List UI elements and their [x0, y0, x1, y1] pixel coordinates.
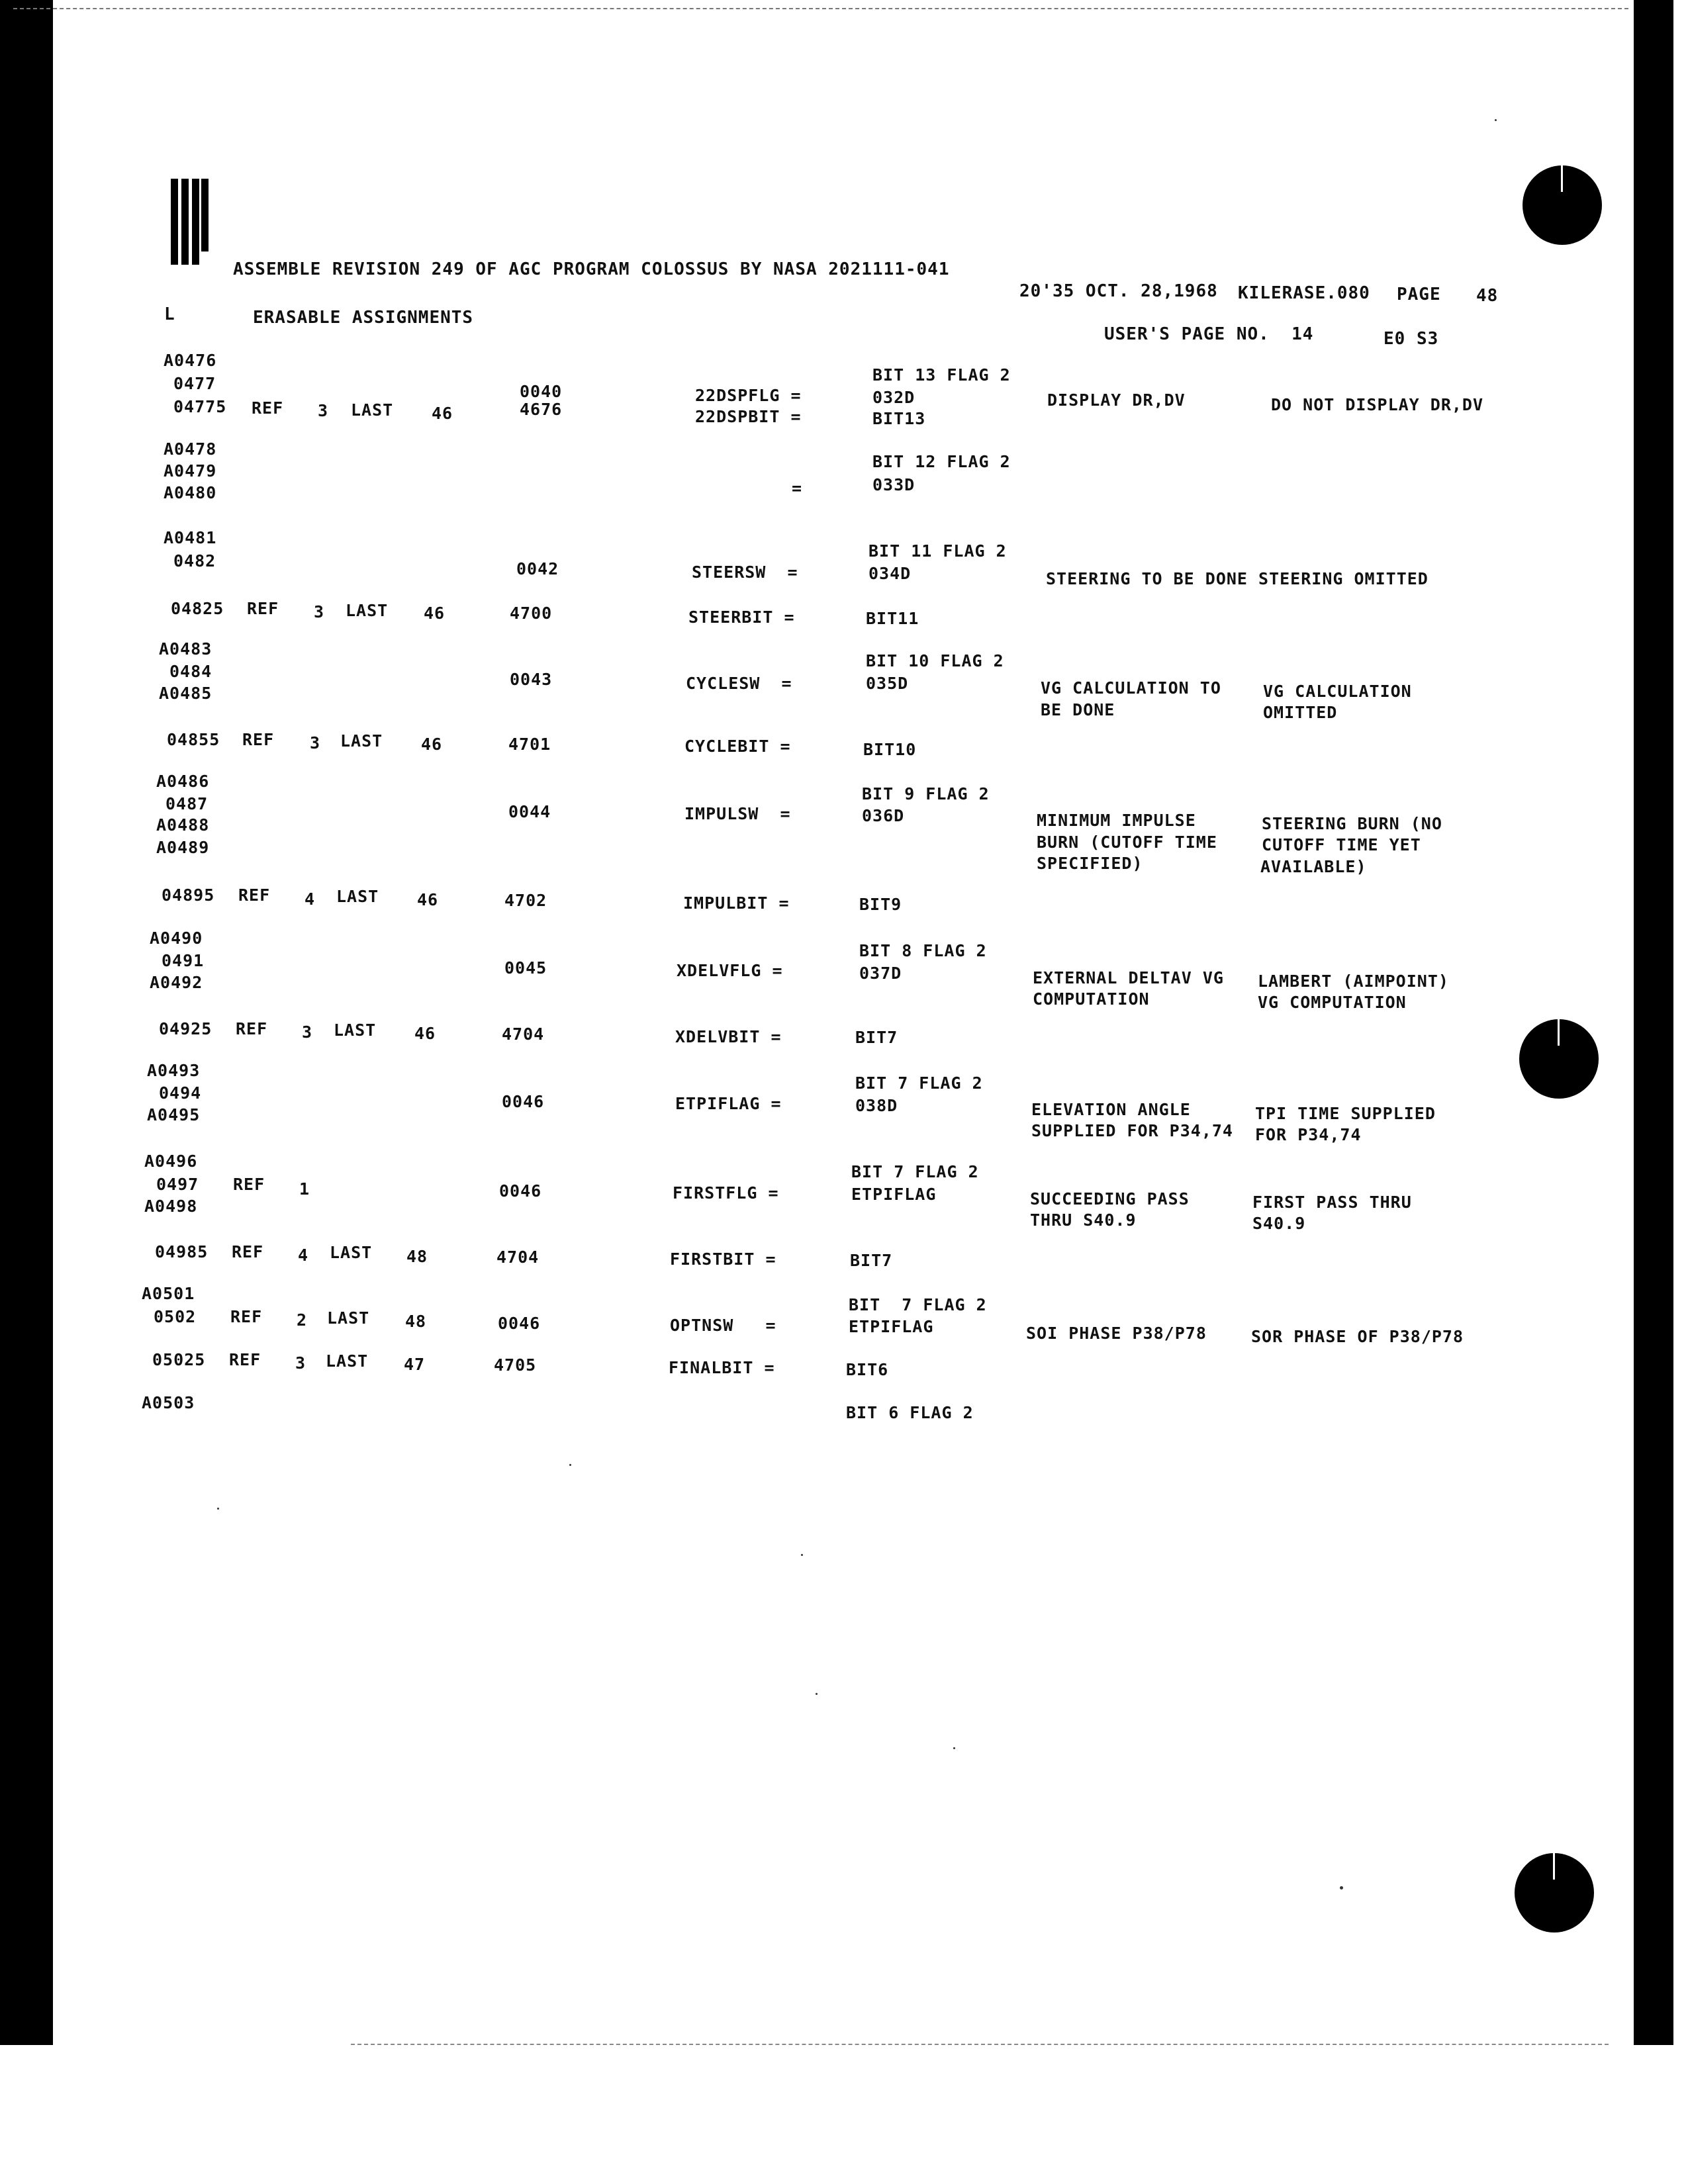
- symbol-definition: ETPIFLAG =: [675, 1094, 782, 1113]
- symbol-definition: OPTNSW =: [670, 1316, 776, 1335]
- address: 4700: [510, 604, 553, 623]
- address: 0046: [499, 1181, 542, 1201]
- line-number: 0484: [169, 662, 212, 681]
- flag-value: ETPIFLAG: [851, 1185, 937, 1204]
- line-number: A0481: [164, 528, 217, 547]
- last-label: LAST: [327, 1308, 370, 1328]
- flag-bit-label: BIT 13 FLAG 2: [872, 365, 1011, 385]
- flag-set-meaning: VG CALCULATION TO: [1041, 678, 1221, 698]
- flag-set-meaning: BURN (CUTOFF TIME: [1037, 833, 1217, 852]
- line-number: 04985: [155, 1242, 209, 1261]
- symbol-definition: XDELVFLG =: [677, 961, 783, 980]
- address: 0042: [516, 559, 559, 578]
- line-number: 0487: [165, 794, 209, 813]
- line-number: A0503: [142, 1393, 195, 1412]
- symbol-definition: FIRSTFLG =: [673, 1183, 779, 1203]
- speck: [816, 1693, 818, 1695]
- flag-set-meaning: MINIMUM IMPULSE: [1037, 811, 1196, 830]
- flag-reset-meaning: VG CALCULATION: [1263, 682, 1412, 701]
- ref-label: REF: [238, 886, 271, 905]
- ref-label: REF: [229, 1350, 261, 1369]
- flag-set-meaning: SUPPLIED FOR P34,74: [1031, 1121, 1233, 1140]
- flag-reset-meaning: AVAILABLE): [1260, 857, 1367, 876]
- flag-value: 037D: [859, 964, 902, 983]
- line-number: 0482: [173, 551, 216, 570]
- flag-set-meaning: ELEVATION ANGLE: [1031, 1100, 1191, 1119]
- flag-bit-label: BIT 11 FLAG 2: [868, 541, 1007, 561]
- ref-count: 1: [299, 1179, 310, 1199]
- last-page: 48: [406, 1247, 428, 1266]
- symbol-definition: FINALBIT =: [669, 1358, 775, 1377]
- last-page: 46: [414, 1024, 436, 1043]
- ref-count: 4: [305, 889, 316, 909]
- page-number: 48: [1476, 286, 1499, 306]
- flag-reset-meaning: STEERING BURN (NO: [1262, 814, 1442, 833]
- page-edge-bottom: [351, 2044, 1609, 2046]
- flag-bit-label: BIT 7 FLAG 2: [855, 1073, 983, 1093]
- kilerase-label: KILERASE.080: [1238, 283, 1370, 303]
- address: 4704: [496, 1248, 539, 1267]
- flag-bit-label: BIT 9 FLAG 2: [862, 784, 990, 803]
- flag-meaning: STEERING TO BE DONE STEERING OMITTED: [1046, 569, 1429, 588]
- address: 0046: [498, 1314, 541, 1333]
- flag-reset-meaning: FIRST PASS THRU: [1252, 1193, 1412, 1212]
- last-label: LAST: [334, 1021, 377, 1040]
- address: 4676: [520, 400, 563, 419]
- line-number: A0478: [164, 439, 217, 459]
- symbol-definition: CYCLEBIT =: [684, 737, 791, 756]
- symbol-definition: CYCLESW =: [686, 674, 792, 693]
- line-number: 04825: [171, 599, 224, 618]
- ref-label: REF: [233, 1175, 265, 1194]
- flag-value: 038D: [855, 1096, 898, 1115]
- ref-label: REF: [242, 730, 275, 749]
- flag-value: BIT7: [855, 1028, 898, 1047]
- punch-hole-middle: [1519, 1019, 1599, 1099]
- line-number: 04925: [159, 1019, 212, 1038]
- last-label: LAST: [340, 731, 383, 751]
- address: 0046: [502, 1092, 545, 1111]
- flag-set-meaning: EXTERNAL DELTAV VG: [1033, 968, 1224, 987]
- flag-bit-label: BIT 12 FLAG 2: [872, 452, 1011, 471]
- flag-value: ETPIFLAG: [849, 1317, 934, 1336]
- e-code: E0 S3: [1383, 329, 1439, 349]
- flag-value: 036D: [862, 806, 905, 825]
- ref-count: 3: [310, 733, 321, 752]
- flag-reset-meaning: TPI TIME SUPPLIED: [1255, 1104, 1436, 1123]
- line-number: A0493: [147, 1061, 201, 1080]
- line-number: A0486: [156, 772, 210, 791]
- flag-bit-label: BIT 7 FLAG 2: [849, 1295, 987, 1314]
- ref-label: REF: [236, 1019, 268, 1038]
- ref-label: REF: [230, 1307, 263, 1326]
- address: 0043: [510, 670, 553, 689]
- flag-bit-label: BIT 7 FLAG 2: [851, 1162, 979, 1181]
- symbol-definition: 22DSPFLG =: [695, 386, 802, 405]
- line-number: A0485: [159, 684, 212, 703]
- symbol-definition: IMPULSW =: [684, 804, 791, 823]
- flag-value: 035D: [866, 674, 909, 693]
- last-page: 46: [432, 404, 453, 423]
- last-page: 46: [421, 735, 443, 754]
- users-page-number: USER'S PAGE NO. 14: [1104, 324, 1314, 344]
- flag-reset-meaning: SOR PHASE OF P38/P78: [1251, 1327, 1464, 1346]
- ref-label: REF: [232, 1242, 264, 1261]
- symbol-definition: IMPULBIT =: [683, 893, 790, 913]
- flag-set-meaning: DISPLAY DR,DV: [1047, 390, 1186, 410]
- ref-label: REF: [252, 398, 284, 418]
- flag-reset-meaning: VG COMPUTATION: [1258, 993, 1407, 1012]
- flag-bit-label: BIT 8 FLAG 2: [859, 941, 987, 960]
- line-number: A0489: [156, 838, 210, 857]
- line-number: 0502: [154, 1307, 197, 1326]
- flag-reset-meaning: LAMBERT (AIMPOINT): [1258, 972, 1449, 991]
- flag-reset-meaning: OMITTED: [1263, 703, 1338, 722]
- flag-value: BIT10: [863, 740, 917, 759]
- ref-label: REF: [247, 599, 279, 618]
- line-number: 04895: [162, 886, 215, 905]
- address: 4705: [494, 1355, 537, 1375]
- ref-count: 3: [295, 1353, 306, 1373]
- ref-count: 3: [302, 1023, 313, 1042]
- last-page: 46: [417, 890, 439, 909]
- line-number: A0492: [150, 973, 203, 992]
- assembly-title-line: ASSEMBLE REVISION 249 OF AGC PROGRAM COLOSSUS BY NASA 2021111-041: [233, 259, 950, 279]
- symbol-definition: STEERSW =: [692, 563, 798, 582]
- address: 0044: [508, 802, 551, 821]
- address: 0040: [520, 382, 563, 401]
- punch-hole-top: [1523, 165, 1602, 245]
- address: 0045: [504, 958, 547, 978]
- line-number: 04775: [173, 397, 227, 416]
- page-label: PAGE: [1397, 285, 1441, 304]
- last-page: 47: [404, 1355, 426, 1374]
- line-number: 0477: [173, 374, 216, 393]
- ref-count: 2: [297, 1310, 308, 1330]
- binder-clip-mark: [167, 179, 213, 268]
- flag-reset-meaning: S40.9: [1252, 1214, 1306, 1233]
- line-number: A0495: [147, 1105, 201, 1124]
- speck: [801, 1554, 803, 1556]
- flag-set-meaning: BE DONE: [1041, 700, 1115, 719]
- flag-reset-meaning: DO NOT DISPLAY DR,DV: [1271, 395, 1484, 414]
- line-number: A0498: [144, 1197, 198, 1216]
- flag-value: 032D: [872, 388, 915, 407]
- line-number: 0494: [159, 1083, 202, 1103]
- flag-reset-meaning: FOR P34,74: [1255, 1125, 1362, 1144]
- speck: [217, 1508, 219, 1510]
- ref-count: 3: [318, 401, 329, 420]
- flag-value: BIT13: [872, 409, 926, 428]
- ref-count: 4: [298, 1246, 309, 1265]
- flag-set-meaning: SUCCEEDING PASS: [1030, 1189, 1190, 1208]
- symbol-definition: 22DSPBIT =: [695, 407, 802, 426]
- speck: [569, 1464, 571, 1466]
- line-number: A0480: [164, 483, 217, 502]
- line-number: A0483: [159, 639, 212, 659]
- line-number: 04855: [167, 730, 220, 749]
- symbol-definition: =: [792, 478, 803, 498]
- flag-value: 034D: [868, 564, 912, 583]
- punch-hole-bottom: [1515, 1853, 1594, 1933]
- last-label: LAST: [330, 1243, 373, 1262]
- last-page: 48: [405, 1312, 427, 1331]
- address: 4704: [502, 1024, 545, 1044]
- flag-set-meaning: SPECIFIED): [1037, 854, 1143, 873]
- address: 4702: [504, 891, 547, 910]
- flag-value: BIT7: [850, 1251, 893, 1270]
- flag-set-meaning: THRU S40.9: [1030, 1210, 1137, 1230]
- symbol-definition: FIRSTBIT =: [670, 1250, 776, 1269]
- flag-reset-meaning: CUTOFF TIME YET: [1262, 835, 1421, 854]
- symbol-definition: STEERBIT =: [688, 608, 795, 627]
- line-number: A0490: [150, 929, 203, 948]
- scan-margin-left: [0, 0, 53, 2045]
- line-number: A0476: [164, 351, 217, 370]
- flag-value: BIT6: [846, 1360, 889, 1379]
- page-edge-top: [13, 8, 1628, 11]
- line-number: 0491: [162, 951, 205, 970]
- flag-set-meaning: COMPUTATION: [1033, 989, 1150, 1009]
- speck: [1495, 119, 1497, 121]
- section-title: ERASABLE ASSIGNMENTS: [253, 308, 474, 328]
- line-number: A0496: [144, 1152, 198, 1171]
- speck: [1340, 1886, 1343, 1889]
- line-number: A0479: [164, 461, 217, 480]
- last-label: LAST: [336, 887, 379, 906]
- assembly-timestamp: 20'35 OCT. 28,1968: [1019, 281, 1218, 301]
- symbol-definition: XDELVBIT =: [675, 1027, 782, 1046]
- last-label: LAST: [326, 1351, 369, 1371]
- line-number: A0488: [156, 815, 210, 835]
- last-page: 46: [424, 604, 445, 623]
- flag-bit-label: BIT 6 FLAG 2: [846, 1403, 974, 1422]
- address: 4701: [508, 735, 551, 754]
- last-label: LAST: [346, 601, 389, 620]
- flag-set-meaning: SOI PHASE P38/P78: [1026, 1324, 1207, 1343]
- scan-margin-right: [1634, 0, 1673, 2045]
- flag-value: 033D: [872, 475, 915, 494]
- flag-bit-label: BIT 10 FLAG 2: [866, 651, 1004, 670]
- line-number: 0497: [156, 1175, 199, 1194]
- line-number: 05025: [152, 1350, 206, 1369]
- l-marker: L: [164, 304, 175, 324]
- flag-value: BIT11: [866, 609, 919, 628]
- speck: [953, 1747, 955, 1749]
- line-number: A0501: [142, 1284, 195, 1303]
- flag-value: BIT9: [859, 895, 902, 914]
- last-label: LAST: [351, 400, 394, 420]
- ref-count: 3: [314, 602, 325, 621]
